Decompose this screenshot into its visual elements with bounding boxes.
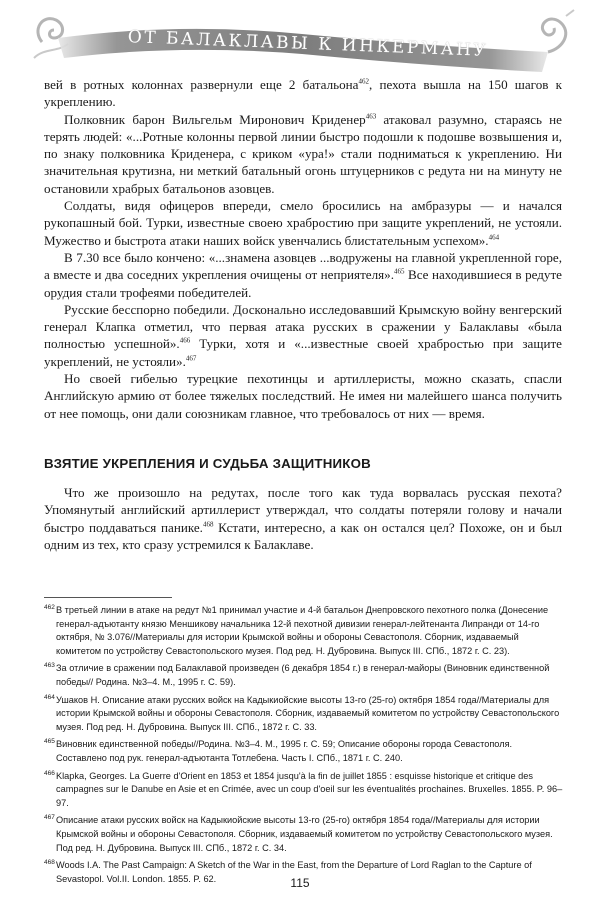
footnote-number: 466 bbox=[44, 769, 55, 777]
paragraph bbox=[44, 76, 562, 111]
footnote-ref[interactable]: 462 bbox=[358, 77, 369, 86]
paragraph-text: Что же произошло на редутах, после того как туда ворвалась русская пехота? Упомянутый английский артиллерист утверждал, что солдаты потеряли голову и начали быстро поддаваться панике. bbox=[44, 485, 562, 535]
footnote-item bbox=[44, 814, 564, 855]
section2-text bbox=[44, 484, 562, 553]
footnote-text: Ушаков Н. Описание атаки русских войск на Кадыкиойские высоты 13-го (25-го) октября 1854 года//Материалы для истории Крымской войны и обороны Севастополя. Сборник, издаваемый комитетом по устройству Севастопольского музея. Под ред. Н. Дубровина. Выпуск III. СПб., 1872 г. С. 33. bbox=[56, 694, 560, 732]
footnote-number: 467 bbox=[44, 814, 55, 822]
footnote-text: Виновник единственной победы//Родина. №3–4. М., 1995 г. С. 59; Описание обороны города Севастополя. Составлено под рук. генерал-адъютанта Тотлебена. Часть I. СПб., 1871 г. С. 240. bbox=[56, 739, 513, 763]
footnote-number: 468 bbox=[44, 859, 55, 867]
paragraph-text: Кстати, интересно, а как он остался цел? Похоже, он и был одним из тех, кто сразу устремился к Балаклаве. bbox=[44, 519, 562, 552]
paragraph-text: Но своей гибелью турецкие пехотинцы и артиллеристы, можно сказать, спасли Английскую армию от более тяжелых последствий. Не имея ни малейшего шанса получить от нее помощь, они дали союзникам главное, что требовалось от них — время. bbox=[44, 371, 562, 421]
paragraph bbox=[44, 484, 562, 553]
footnote-item bbox=[44, 604, 564, 658]
paragraph bbox=[44, 370, 562, 422]
footnote-number: 463 bbox=[44, 662, 55, 670]
paragraph-text: , пехота вышла на 150 шагов к укреплению. bbox=[44, 77, 563, 110]
paragraph-text: Полковник барон Вильгельм Миронович Криденер bbox=[64, 111, 366, 127]
footnote-ref[interactable]: 467 bbox=[185, 354, 197, 363]
section-heading: ВЗЯТИЕ УКРЕПЛЕНИЯ И СУДЬБА ЗАЩИТНИКОВ bbox=[44, 456, 371, 471]
footnote-text: В третьей линии в атаке на редут №1 принимал участие и 4-й батальон Днепровского пехотного полка (Донесение генерал-адъютанту князю Меншикову начальника 12-й пехотной дивизии генерал-лейтенанта Липранди от 14-го октября, № 3.076//Материалы для истории Крымской войны и обороны Севастополя. Сборник, издаваемый комитетом по устройству Севастопольского музея. Под ред. Н. Дубровина. Выпуск III. СПб., 1872 г. С. 23). bbox=[56, 605, 549, 656]
paragraph-text: В 7.30 все было кончено: «...знамена азовцев ...водружены на главной укрепленной горе, а вместе и два соседних укрепления очищены от неприятеля». bbox=[44, 249, 562, 283]
footnote-text: Klapka, Georges. La Guerre d'Orient en 1853 et 1854 jusqu'à la fin de juillet 1855 : esquisse historique et critique des campagnes sur le Danube en Asie et en Crimée, avec un coup d'oeil sur les éventualités prochaines. Bruxelles. 1855. P. 96–97. bbox=[56, 770, 563, 808]
paragraph bbox=[44, 111, 562, 197]
footnote-number: 465 bbox=[44, 738, 55, 746]
footnote-number: 464 bbox=[44, 693, 55, 701]
footnote-ref[interactable]: 466 bbox=[179, 337, 191, 346]
footnote-ref[interactable]: 468 bbox=[202, 520, 214, 529]
paragraph-text: вей в ротных колоннах развернули еще 2 батальона bbox=[44, 77, 359, 92]
footnote-ref[interactable]: 465 bbox=[393, 267, 405, 276]
footnote-text: Описание атаки русских войск на Кадыкиойские высоты 13-го (25-го) октября 1854 года//Материалы для истории Крымской войны и обороны Севастополя. Сборник, издаваемый комитетом по устройству Севастопольского музея. Под ред. Н. Дубровина. Выпуск III. СПб., 1872 г. С. 34. bbox=[56, 815, 553, 853]
footnote-item bbox=[44, 694, 564, 735]
running-header-title: ОТ БАЛАКЛАВЫ К ИНКЕРМАНУ bbox=[127, 27, 489, 61]
footnote-ref[interactable]: 463 bbox=[365, 112, 377, 121]
footnote-text: Woods I.A. The Past Campaign: A Sketch of the War in the East, from the Departure of Lord Raglan to the Capture of Sevastopol. Vol.II. London. 1855. P. 62. bbox=[56, 860, 532, 884]
page-number: 115 bbox=[290, 876, 310, 890]
paragraph-text: Все находившиеся в редуте орудия стали трофеями победителей. bbox=[44, 267, 562, 300]
footnote-divider bbox=[44, 597, 172, 598]
paragraph bbox=[44, 301, 562, 370]
footnote-ref[interactable]: 464 bbox=[488, 233, 500, 242]
footnotes bbox=[44, 604, 564, 890]
paragraph-text: Русские бесспорно победили. Досконально исследовавший Крымскую войну венгерский генерал Клапка отметил, что первая атака русских в сражении у Балаклавы «была полностью успешной». bbox=[44, 301, 562, 352]
paragraph-text: Солдаты, видя офицеров впереди, смело бросились на амбразуры — и начался рукопашный бой. Турки, известные своею храбростию при защите укреплений, не устояли. Мужество и быстрота атаки наших войск увенчались блистательным успехом». bbox=[44, 198, 562, 248]
chapter-banner bbox=[28, 8, 576, 74]
footnote-text: За отличие в сражении под Балаклавой произведен (6 декабря 1854 г.) в генерал-майоры (Виновник единственной победы// Родина. №3–4. М., 1995 г. С. 59). bbox=[56, 663, 550, 687]
footnote-item bbox=[44, 738, 564, 765]
footnote-item bbox=[44, 662, 564, 689]
paragraph bbox=[44, 249, 562, 301]
paragraph-text: Турки, хотя и «...известные своей храбростью при защите укреплений, не устояли». bbox=[44, 336, 562, 369]
footnote-number: 462 bbox=[44, 604, 55, 611]
paragraph bbox=[44, 197, 562, 249]
paragraph-text: атаковал разумно, стараясь не терять людей: «...Ротные колонны первой линии быстро подошли к подошве возвышения и, по знаку полковника Криденера, с криком «ура!» стали подниматься к укреплению. Ни значительная крутизна, ни меткий батальный огонь штуцерников с редута ни на минуту не остановили храбрых батальонов азовцев. bbox=[44, 111, 562, 196]
footnote-item bbox=[44, 770, 564, 811]
section1-text bbox=[44, 76, 562, 422]
